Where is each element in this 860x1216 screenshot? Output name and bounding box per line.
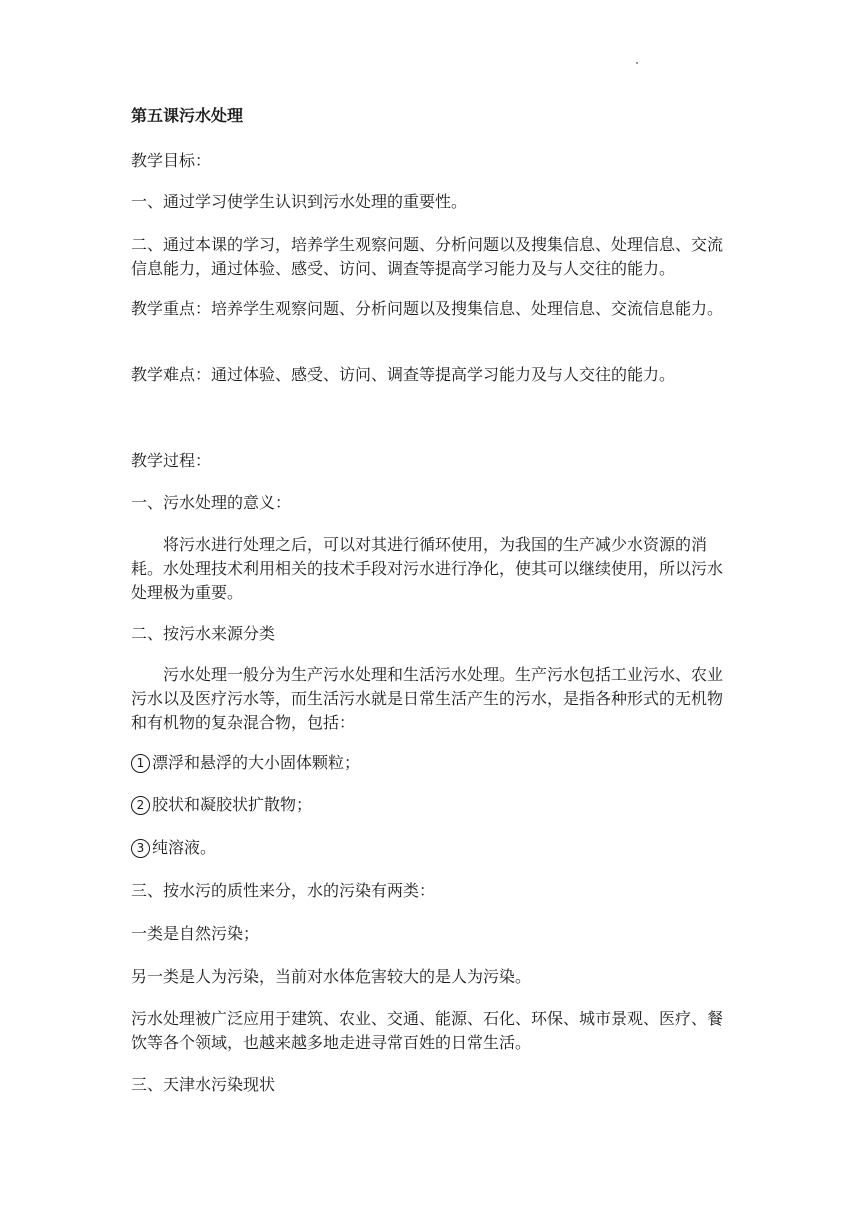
list-item-1 — [131, 751, 731, 775]
list-item-2 — [131, 793, 731, 817]
difficulty: 教学难点：通过体验、感受、访问、调查等提高学习能力及与人交往的能力。 — [131, 365, 676, 384]
section-2-body: 污水处理一般分为生产污水处理和生活污水处理。生产污水包括工业污水、农业污水以及医疗污水等，而生活污水就是日常生活产生的污水，是指各种形式的无机物和有机物的复杂混合物，包括： — [131, 665, 724, 732]
key-point: 教学重点：培养学生观察问题、分析问题以及搜集信息、处理信息、交流信息能力。 — [131, 299, 724, 318]
type-human: 另一类是人为污染，当前对水体危害较大的是人为污染。 — [131, 967, 532, 986]
page-dot-mark — [636, 62, 638, 64]
section-2-heading: 二、按污水来源分类 — [131, 624, 276, 643]
section-3-heading: 三、按水污的质性来分，水的污染有两类： — [131, 881, 436, 900]
type-natural: 一类是自然污染； — [131, 924, 260, 943]
objectives-heading: 教学目标： — [131, 151, 212, 170]
circled-number: 1 — [131, 754, 150, 773]
application: 污水处理被广泛应用于建筑、农业、交通、能源、石化、环保、城市景观、医疗、餐饮等各个领域，也越来越多地走进寻常百姓的日常生活。 — [131, 1009, 724, 1052]
process-heading: 教学过程： — [131, 451, 212, 470]
list-item-text: 纯溶液。 — [152, 838, 217, 857]
list-item-text: 胶状和凝胶状扩散物； — [152, 795, 313, 814]
section-1-body: 将污水进行处理之后，可以对其进行循环使用，为我国的生产减少水资源的消耗。水处理技术利用相关的技术手段对污水进行净化，使其可以继续使用，所以污水处理极为重要。 — [131, 535, 724, 602]
section-4-heading: 三、天津水污染现状 — [131, 1075, 276, 1094]
circled-number: 3 — [131, 839, 150, 858]
objective-1: 一、通过学习使学生认识到污水处理的重要性。 — [131, 192, 468, 211]
lesson-title: 第五课污水处理 — [131, 106, 244, 125]
list-item-text: 漂浮和悬浮的大小固体颗粒； — [152, 753, 361, 772]
objective-2: 二、通过本课的学习，培养学生观察问题、分析问题以及搜集信息、处理信息、交流信息能力，通过体验、感受、访问、调查等提高学习能力及与人交往的能力。 — [131, 235, 724, 278]
list-item-3 — [131, 836, 731, 860]
section-1-heading: 一、污水处理的意义： — [131, 493, 292, 512]
circled-number: 2 — [131, 796, 150, 815]
